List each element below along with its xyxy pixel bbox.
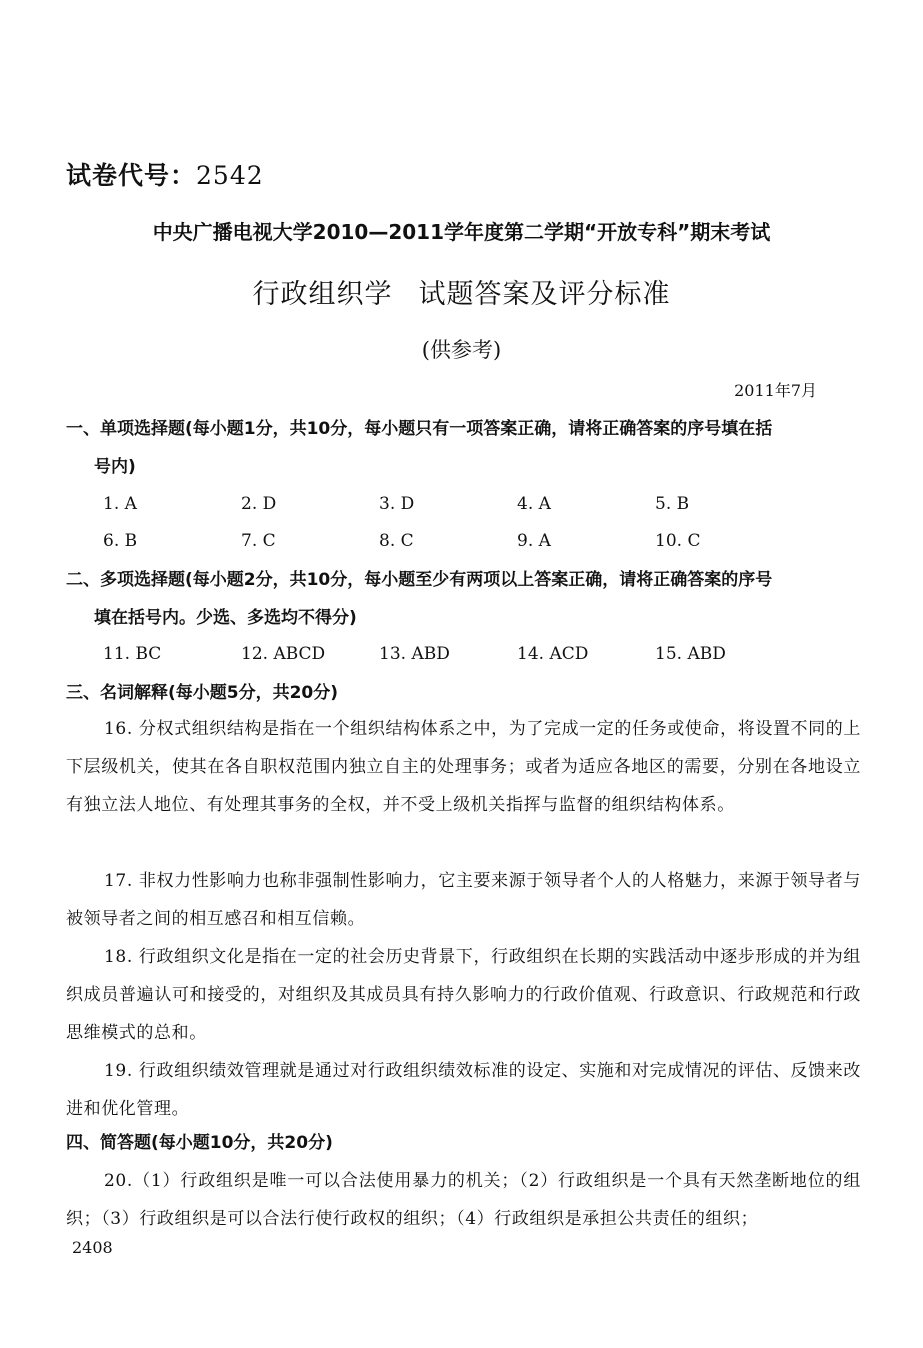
answer-row [103,644,803,668]
answer-item: 12. ABCD [241,644,326,664]
answer-paragraph-18: 18. 行政组织文化是指在一定的社会历史背景下，行政组织在长期的实践活动中逐步形成的并为组织成员普遍认可和接受的，对组织及其成员具有持久影响力的行政价值观、行政意识、行政规范和行政思维模式的总和。 [66,947,861,1043]
answer-paragraph-17: 17. 非权力性影响力也称非强制性影响力，它主要来源于领导者个人的人格魅力，来源于领导者与被领导者之间的相互感召和相互信赖。 [66,871,861,929]
subject-name: 行政组织学 [252,279,393,310]
answer-item: 8. C [379,531,414,551]
subject-doc-title: 试题答案及评分标准 [418,279,671,310]
answer-paragraph-20: 20.（1）行政组织是唯一可以合法使用暴力的机关；（2）行政组织是一个具有天然垄断地位的组织；（3）行政组织是可以合法行使行政权的组织；（4）行政组织是承担公共责任的组织； [66,1171,861,1229]
section-4-heading: 四、简答题(每小题10分，共20分) [66,1133,333,1153]
section-1-heading-line2: 号内) [94,457,136,477]
paper-code-value: 2542 [196,161,264,190]
answer-item: 5. B [655,494,690,514]
subject-title [0,272,923,311]
section-2-heading-line1: 二、多项选择题(每小题2分，共10分，每小题至少有两项以上答案正确，请将正确答案的序号 [66,570,773,590]
answer-item: 15. ABD [655,644,726,664]
answer-item: 2. D [241,494,277,514]
answer-paragraph-16: 16. 分权式组织结构是指在一个组织结构体系之中，为了完成一定的任务或使命，将设置不同的上下层级机关，使其在各自职权范围内独立自主的处理事务；或者为适应各地区的需要，分别在各地设立有独立法人地位、有处理其事务的全权，并不受上级机关指挥与监督的组织结构体系。 [66,719,861,815]
answer-item: 1. A [103,494,137,514]
answer-paragraph-19: 19. 行政组织绩效管理就是通过对行政组织绩效标准的设定、实施和对完成情况的评估、反馈来改进和优化管理。 [66,1061,861,1119]
reference-note: (供参考) [421,338,502,362]
answer-item: 4. A [517,494,551,514]
answer-item: 13. ABD [379,644,450,664]
section-1-heading-line1: 一、单项选择题(每小题1分，共10分，每小题只有一项答案正确，请将正确答案的序号填在括 [66,419,773,439]
answer-item: 3. D [379,494,415,514]
answer-item: 11. BC [103,644,162,664]
section-2-heading [66,561,861,637]
section-3-heading: 三、名词解释(每小题5分，共20分) [66,683,339,703]
answer-row [103,494,803,518]
page-number: 2408 [72,1238,113,1257]
answer-row [103,531,803,555]
section-1-heading [66,410,861,486]
answer-item: 10. C [655,531,701,551]
answer-item: 14. ACD [517,644,589,664]
section-2-heading-line2: 填在括号内。少选、多选均不得分) [94,608,357,628]
answer-item: 9. A [517,531,551,551]
exam-title: 中央广播电视大学2010—2011学年度第二学期“开放专科”期末考试 [152,220,771,244]
answer-item: 7. C [241,531,276,551]
paper-code-label: 试卷代号： [66,161,197,190]
exam-date: 2011年7月 [734,381,817,400]
answer-item: 6. B [103,531,138,551]
paper-code [66,156,264,192]
